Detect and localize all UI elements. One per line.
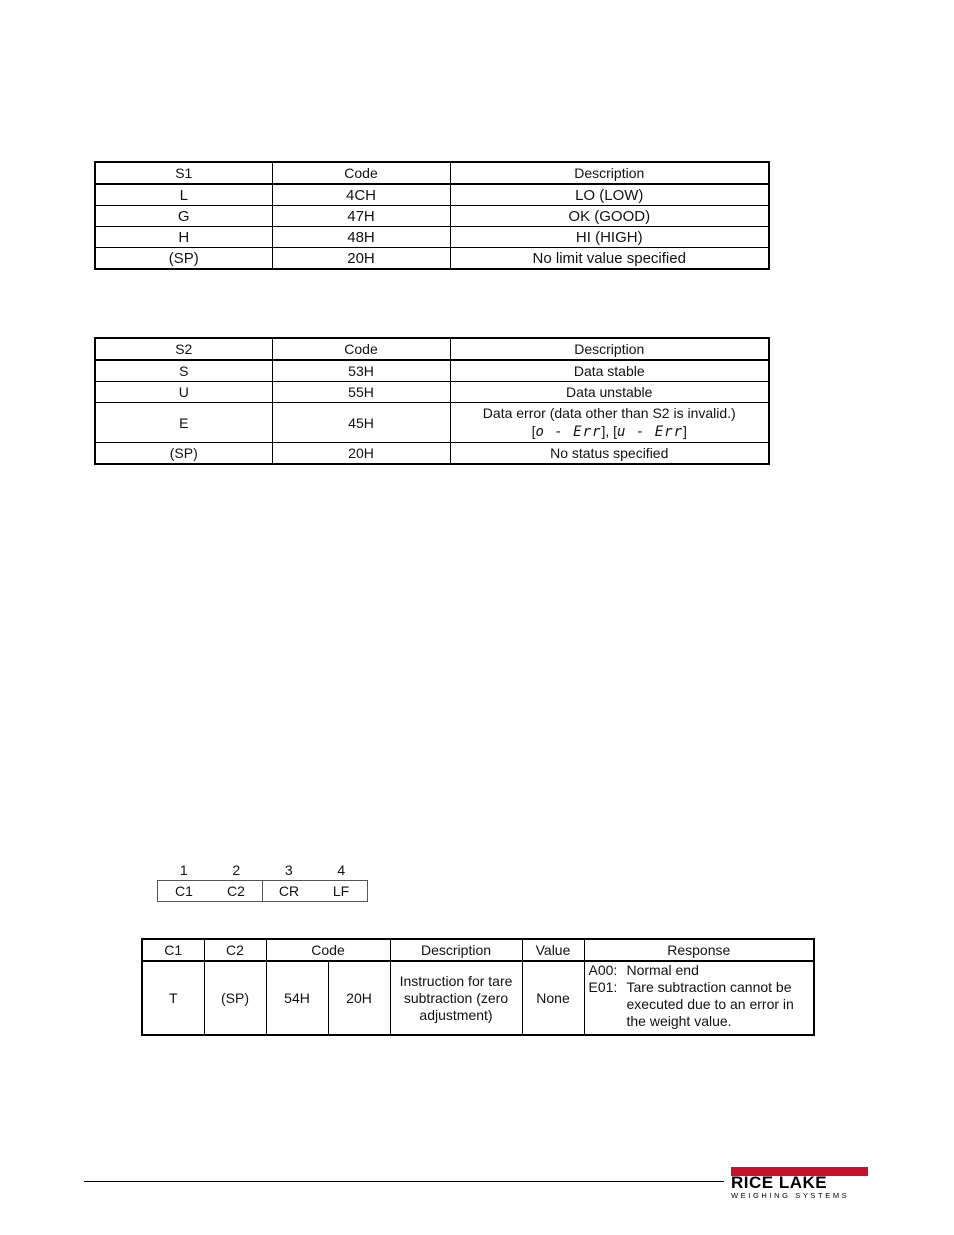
table-row	[95, 227, 769, 248]
table-row	[95, 403, 769, 443]
frame-field: CR	[263, 881, 316, 902]
command-frame-diagram	[157, 859, 368, 902]
table-header-row	[95, 162, 769, 184]
position-number: 3	[284, 861, 293, 878]
footer-rule	[84, 1181, 724, 1182]
response-code: E01:	[588, 979, 618, 995]
code-value: 20H	[272, 443, 450, 465]
code-value: 47H	[272, 206, 450, 227]
header-value: Value	[522, 939, 584, 961]
s2-value: E	[95, 403, 272, 443]
header-c1: C1	[142, 939, 204, 961]
header-description: Description	[390, 939, 522, 961]
rice-lake-logo	[731, 1167, 868, 1200]
description-value: OK (GOOD)	[450, 206, 769, 227]
description-value: LO (LOW)	[450, 184, 769, 206]
description-cell	[450, 403, 769, 443]
s2-value: (SP)	[95, 443, 272, 465]
s1-value: (SP)	[95, 248, 272, 270]
underload-error-display: u - Err	[617, 424, 684, 440]
position-number: 2	[232, 861, 241, 878]
s2-status-table	[94, 337, 770, 465]
response-text: Normal end	[626, 962, 699, 978]
description-value: No limit value specified	[450, 248, 769, 270]
code-value: 55H	[272, 382, 450, 403]
bracket: ],	[601, 423, 610, 439]
header-code: Code	[272, 338, 450, 360]
logo-tagline: WEIGHING SYSTEMS	[731, 1191, 850, 1200]
description-value: Instruction for tare subtraction (zero adjustment)	[390, 961, 522, 1035]
position-number: 4	[337, 861, 346, 878]
response-code: A00:	[588, 962, 618, 978]
response-item	[589, 979, 810, 1030]
bracket: [	[609, 423, 618, 439]
header-c2: C2	[204, 939, 266, 961]
response-cell	[584, 961, 814, 1035]
header-s1: S1	[95, 162, 272, 184]
code-value: 48H	[272, 227, 450, 248]
header-description: Description	[450, 338, 769, 360]
code-value: 20H	[272, 248, 450, 270]
description-value: Data stable	[450, 360, 769, 382]
table-row	[95, 360, 769, 382]
table-header-row	[95, 338, 769, 360]
code-value: 4CH	[272, 184, 450, 206]
c2-value: (SP)	[204, 961, 266, 1035]
table-row	[95, 443, 769, 465]
logo-wordmark: RICE LAKE	[731, 1173, 828, 1192]
frame-field: LF	[315, 881, 368, 902]
code-value: 53H	[272, 360, 450, 382]
s2-value: U	[95, 382, 272, 403]
position-number-row	[158, 859, 368, 881]
table-row	[142, 961, 814, 1035]
bracket: ]	[683, 423, 687, 439]
value-value: None	[522, 961, 584, 1035]
s1-status-table	[94, 161, 770, 270]
description-value: Data unstable	[450, 382, 769, 403]
header-code: Code	[272, 162, 450, 184]
response-item	[589, 962, 810, 979]
code1-value: 54H	[266, 961, 328, 1035]
c1-value: T	[142, 961, 204, 1035]
s1-value: L	[95, 184, 272, 206]
table-header-row	[142, 939, 814, 961]
frame-field: C1	[158, 881, 211, 902]
frame-field-row	[158, 881, 368, 902]
s1-value: G	[95, 206, 272, 227]
header-s2: S2	[95, 338, 272, 360]
overload-error-display: o - Err	[535, 424, 602, 440]
description-value: Data error (data other than S2 is invalid.)	[482, 405, 736, 421]
table-row	[95, 184, 769, 206]
description-value: HI (HIGH)	[450, 227, 769, 248]
command-table	[141, 938, 815, 1036]
table-row	[95, 206, 769, 227]
frame-field: C2	[210, 881, 263, 902]
table-row	[95, 248, 769, 270]
table-row	[95, 382, 769, 403]
header-description: Description	[450, 162, 769, 184]
description-value: No status specified	[450, 443, 769, 465]
code2-value: 20H	[328, 961, 390, 1035]
s1-value: H	[95, 227, 272, 248]
position-number: 1	[179, 861, 188, 878]
bracket: [	[531, 423, 536, 439]
header-response: Response	[584, 939, 814, 961]
header-code: Code	[266, 939, 390, 961]
error-display-codes	[455, 422, 765, 441]
s2-value: S	[95, 360, 272, 382]
response-text: Tare subtraction cannot be executed due to an error in the weight value.	[626, 979, 794, 1029]
code-value: 45H	[272, 403, 450, 443]
